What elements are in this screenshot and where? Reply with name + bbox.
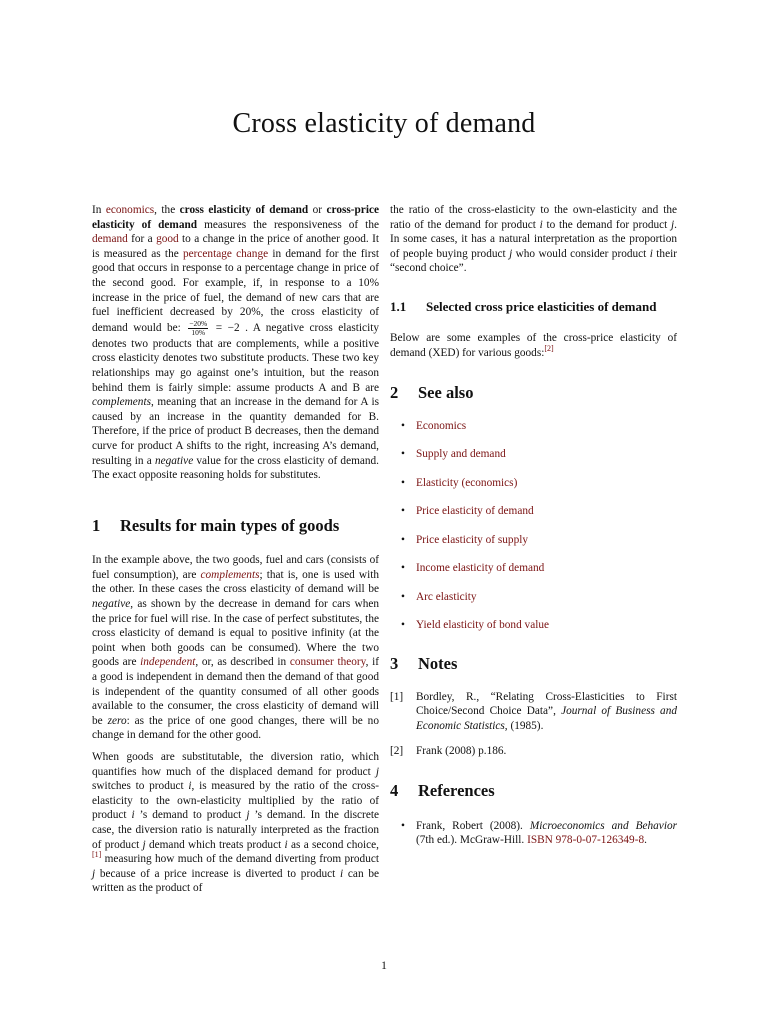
section-title: Selected cross price elasticities of demand: [426, 298, 657, 314]
see-also-item: [390, 561, 677, 576]
text: value for the cross elasticity of demand. The exact opposite reasoning holds for substitutes.: [92, 454, 380, 482]
link-elasticity[interactable]: Elasticity (economics): [416, 476, 518, 489]
text: ’s demand to product: [134, 809, 247, 822]
text: can be written as the product of: [92, 867, 379, 895]
link-isbn[interactable]: ISBN 978-0-07-126349-8: [527, 834, 645, 847]
left-column: [92, 203, 379, 903]
var-i: i: [284, 838, 288, 851]
text: the ratio of the cross-elasticity to the own-elasticity and the ratio of the demand for product: [390, 204, 677, 231]
text: .: [644, 834, 647, 847]
section-number: 4: [390, 781, 399, 801]
em-complements: complements: [92, 396, 151, 409]
var-j: j: [246, 809, 250, 822]
text: , is measured by the ratio of the cross-elasticity to the own-elasticity multiplied by the ratio of product: [92, 780, 379, 822]
link-price-elasticity-demand[interactable]: Price elasticity of demand: [416, 505, 534, 518]
text: because of a price increase is diverted to product: [95, 867, 341, 880]
em-negative: negative: [154, 454, 194, 467]
text: , (1985).: [504, 720, 544, 733]
section-title: Notes: [418, 654, 458, 674]
section-1-paragraph-2: [92, 750, 379, 896]
text: ’s demand. In the discrete case, the diversion ratio is naturally interpreted as the fraction of product: [92, 809, 379, 851]
section-1-paragraph-1: [92, 553, 379, 743]
var-j: j: [92, 867, 96, 880]
link-percentage-change[interactable]: percentage change: [182, 247, 269, 260]
var-j: j: [375, 765, 379, 778]
page-number: 1: [381, 960, 387, 972]
section-1-1-paragraph: [390, 331, 677, 360]
fraction-numerator: −20%: [189, 318, 208, 328]
see-also-item: [390, 533, 677, 548]
citation-2[interactable]: [2]: [544, 343, 554, 353]
see-also-item: [390, 590, 677, 605]
var-j: j: [671, 218, 675, 231]
text: to a change in the price of another good. It is measured as the: [92, 233, 379, 260]
section-number: 2: [390, 383, 399, 403]
section-number: 1.1: [390, 298, 407, 314]
var-i: i: [649, 247, 653, 260]
text: . A negative cross elasticity denotes two products that are complements, while a positive cross elasticity denotes two substitute products. These two key relationships may go against one’s intuition, but the reason behind them is fairly simple: assume products A and B are: [92, 321, 379, 394]
section-number: 1: [92, 515, 101, 535]
text: (7th ed.). McGraw-Hill.: [416, 834, 528, 847]
var-j: j: [142, 838, 146, 851]
section-3-heading: [390, 654, 677, 674]
link-economics[interactable]: Economics: [416, 419, 467, 432]
link-demand[interactable]: demand: [92, 233, 128, 246]
text: demand which treats product: [145, 838, 285, 851]
text: their “second choice”.: [390, 247, 677, 275]
text: Frank, Robert (2008).: [416, 819, 530, 832]
journal-title: Journal of Business and Economic Statistics: [416, 705, 678, 733]
note-label: [1]: [390, 690, 404, 703]
see-also-item: [390, 476, 677, 491]
var-i: i: [131, 809, 135, 822]
section-1-1-heading: [390, 298, 677, 315]
text: switches to product: [92, 780, 189, 793]
fraction-denominator: 10%: [191, 327, 206, 337]
section-number: 3: [390, 654, 399, 674]
link-economics[interactable]: economics: [105, 204, 155, 216]
link-complements[interactable]: complements: [200, 568, 260, 581]
section-title: References: [418, 781, 495, 801]
link-arc-elasticity[interactable]: Arc elasticity: [416, 590, 477, 603]
text: In: [92, 204, 106, 216]
reference-item: [390, 819, 677, 848]
link-independent[interactable]: independent: [140, 656, 196, 669]
text: . In some cases, it has a natural interpretation as the proportion of people buying product: [390, 218, 677, 260]
text: , meaning that an increase in the demand for A is caused by an increase in the quantity demanded for B. Therefore, if the price of product B decreases, then the demand curve for product A shifts to the right, increasing A’s demand, resulting in a: [92, 396, 379, 467]
see-also-item: [390, 419, 677, 434]
text: or: [308, 204, 327, 216]
term-cross-elasticity: cross elasticity of demand: [179, 204, 309, 216]
text: ; that is, one is used with the other. In these cases the cross elasticity of demand will be: [92, 568, 379, 596]
right-column: [390, 203, 677, 848]
book-title: Microeconomics and Behavior: [529, 819, 677, 832]
text: in demand for the first good that occurs in response to a percentage change in price of the second good. For example, if, in response to a 10% increase in the price of fuel, the demand of new cars that are fuel inefficient decreased by 20%, the cross elasticity of demand would be:: [92, 247, 379, 334]
section-title: See also: [418, 383, 474, 403]
note-text: [416, 690, 677, 734]
text: for a: [127, 233, 157, 246]
text: who would consider product: [512, 247, 650, 260]
var-j: j: [509, 247, 513, 260]
see-also-item: [390, 447, 677, 462]
text: Below are some examples of the cross-price elasticity of demand (XED) for various goods:: [390, 331, 677, 359]
note-1: [390, 690, 677, 734]
note-label: [2]: [390, 744, 404, 757]
em-zero: zero: [107, 714, 127, 727]
see-also-list: [390, 419, 677, 634]
var-i: i: [188, 780, 192, 793]
var-i: i: [539, 218, 543, 231]
text: measures the responsiveness of the: [197, 218, 379, 231]
intro-paragraph: [92, 203, 379, 483]
note-text: Frank (2008) p.186.: [416, 744, 507, 757]
section-2-heading: [390, 383, 677, 403]
text: , or, as described in: [195, 656, 290, 669]
text: Bordley, R., “Relating Cross-Elasticities to First Choice/Second Choice Data”,: [416, 690, 677, 718]
fraction: [188, 320, 208, 337]
see-also-item: [390, 618, 677, 633]
text: , as shown by the decrease in demand for cars when the price for fuel will rise. In the case of perfect substitutes, the cross elasticity of demand is equal to positive infinity (at the point when both goods can be consumed). Where the two goods are: [92, 598, 379, 669]
link-yield-elasticity[interactable]: Yield elasticity of bond value: [416, 619, 550, 632]
continued-paragraph: [390, 203, 677, 276]
citation-1[interactable]: [1]: [92, 850, 102, 860]
text: measuring how much of the demand diverting from product: [101, 853, 379, 866]
link-consumer-theory[interactable]: consumer theory: [289, 656, 366, 669]
note-2: [390, 744, 677, 759]
section-title: Results for main types of goods: [120, 515, 340, 535]
link-price-elasticity-supply[interactable]: Price elasticity of supply: [416, 533, 529, 546]
em-negative: negative: [92, 598, 131, 611]
section-4-heading: [390, 781, 677, 801]
text: as a second choice,: [287, 838, 379, 851]
text: When goods are substitutable, the diversion ratio, which quantifies how much of the displaced demand for product: [92, 751, 379, 778]
text: , if a good is independent in demand then the demand of that good is independent of the quantity consumed of all other goods available to the consumer, the cross elasticity of demand will be: [92, 656, 379, 727]
link-income-elasticity[interactable]: Income elasticity of demand: [416, 562, 545, 575]
text: to the demand for product: [542, 218, 672, 231]
link-supply-and-demand[interactable]: Supply and demand: [416, 448, 506, 461]
page-title: Cross elasticity of demand: [232, 108, 536, 139]
text: In the example above, the two goods, fuel and cars (consists of fuel consumption), are: [92, 554, 379, 581]
term-cross-price-elasticity: cross-price elasticity of demand: [92, 204, 379, 231]
text: : as the price of one good changes, there will be no change in demand for the other good.: [92, 714, 379, 742]
text: , the: [154, 204, 180, 216]
see-also-item: [390, 504, 677, 519]
equation-result: = −2: [215, 321, 240, 334]
section-1-heading: [92, 515, 379, 535]
var-i: i: [340, 867, 344, 880]
link-good[interactable]: good: [156, 233, 179, 246]
